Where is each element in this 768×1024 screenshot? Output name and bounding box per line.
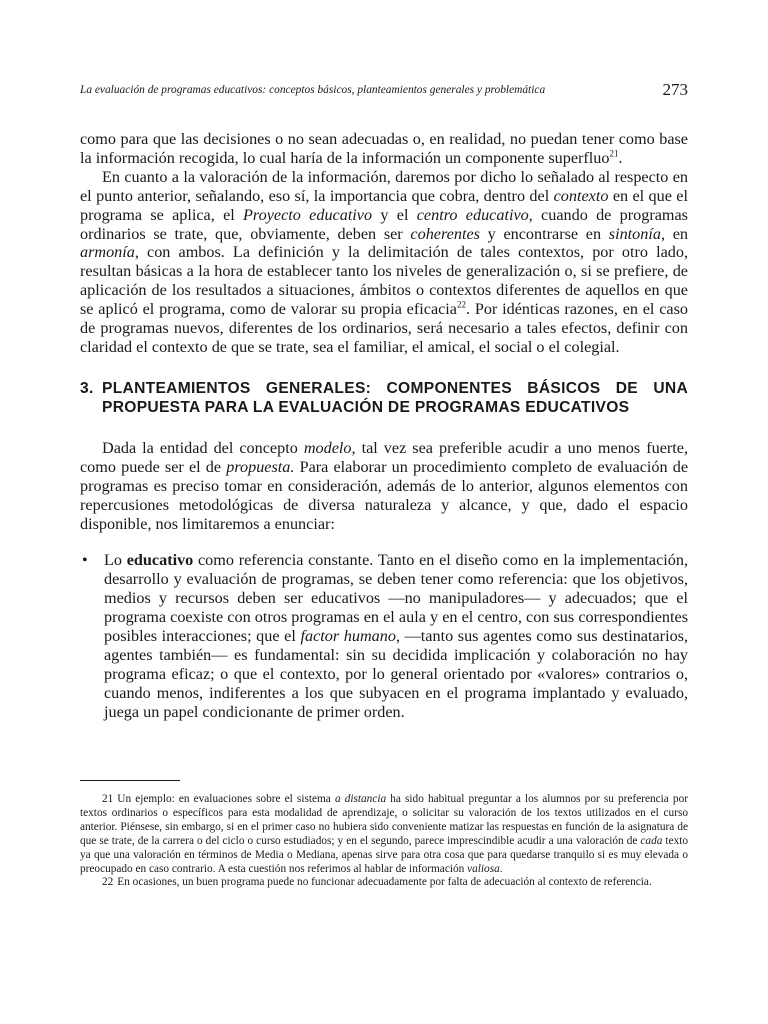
footnote-ref-22[interactable]: 22: [457, 299, 466, 310]
footnote-21: 21 Un ejemplo: en evaluaciones sobre el sistema a distancia ha sido habitual preguntar a los alumnos por su preferencia por textos ordinarios o específicos para esta modalidad de aprendizaje, o solicitar su valoración de los textos utilizados en el curso anterior. Piénsese, sin embargo, si en el primer caso no hubiera sido conveniente matizar las respuestas en función de la asignatura de que se trate, de la carrera o del ciclo o curso estudiados; y en el segundo, parece imprescindible acudir a una valoración de cada texto ya que una valoración en términos de Media o Mediana, apenas sirve para otra cosa que para quedarse tranquilo si es muy elevada o preocupado en caso contrario. A esta cuestión nos referimos al hablar de información valiosa.: [80, 793, 688, 875]
section-heading: [80, 379, 688, 417]
running-title: La evaluación de programas educativos: conceptos básicos, planteamientos generales y problemática: [80, 84, 546, 96]
footnote-divider: [80, 780, 180, 781]
section-number: 3.: [80, 379, 94, 397]
paragraph-2: En cuanto a la valoración de la información, daremos por dicho lo señalado al respecto en el punto anterior, señalando, eso sí, la importancia que cobra, dentro del contexto en el que el programa se aplica, el Proyecto educativo y el centro educativo, cuando de programas ordinarios se trate, que, obviamente, deben ser coherentes y encontrarse en sintonía, en armonía, con ambos. La definición y la delimitación de tales contextos, por otro lado, resultan básicas a la hora de establecer tanto los niveles de generalización o, si se prefiere, de aplicación de los resultados a situaciones, ámbitos o contextos diferentes de aquellos en que se aplicó el programa, como de valorar su propia eficacia$^{22}$. Por idénticas razones, en el caso de programas nuevos, diferentes de los ordinarios, será necesario a tales efectos, definir con claridad el contexto de que se trate, sea el familiar, el amical, el social o el colegial.: [80, 167, 688, 356]
body-text: [80, 130, 688, 722]
footnote-number: 22: [102, 876, 114, 889]
footnote-number: 21: [102, 793, 114, 805]
paragraph-3: Dada la entidad del concepto modelo, tal vez sea preferible acudir a uno menos fuerte, como puede ser el de propuesta. Para elaborar un procedimiento completo de evaluación de programas es preciso tomar en consideración, además de lo anterior, algunos elementos con repercusiones metodológicas de diversa naturaleza y alcance, y que, dado el espacio disponible, nos limitaremos a enunciar:: [80, 438, 689, 533]
page-number: 273: [662, 80, 688, 99]
bullet-item-educativo: [80, 551, 688, 721]
footnote-22: 22 En ocasiones, un buen programa puede no funcionar adecuadamente por falta de adecuación al contexto de referencia.: [102, 876, 652, 889]
bullet-text: Lo educativo como referencia constante. Tanto en el diseño como en la implementación, desarrollo y evaluación de programas, se deben tener como referencia: que los objetivos, medios y recursos deben ser educativos —no manipuladores— y adecuados; que el programa coexiste con otros programas en el aula y en el centro, con sus correspondientes posibles interacciones; que el factor humano, —tanto sus agentes como sus destinatarios, agentes también— es fundamental: sin su decidida implicación y colaboración no hay programa eficaz; o que el contexto, por lo general orientado por «valores» contrarios o, cuando menos, indiferentes a los que subyacen en el programa implantado y evaluado, juega un papel condicionante de primer orden.: [104, 551, 689, 721]
bullet-marker: •: [82, 551, 88, 570]
footnotes: [80, 793, 688, 890]
section-title: PLANTEAMIENTOS GENERALES: COMPONENTES BÁSICOS DE UNA PROPUESTA PARA LA EVALUACIÓN DE PROGRAMAS EDUCATIVOS: [102, 379, 688, 416]
footnote-ref-21[interactable]: 21: [609, 148, 619, 159]
paragraph-1: como para que las decisiones o no sean adecuadas o, en realidad, no puedan tener como base la información recogida, lo cual haría de la información un componente superfluo$^{21}$.: [80, 130, 688, 167]
